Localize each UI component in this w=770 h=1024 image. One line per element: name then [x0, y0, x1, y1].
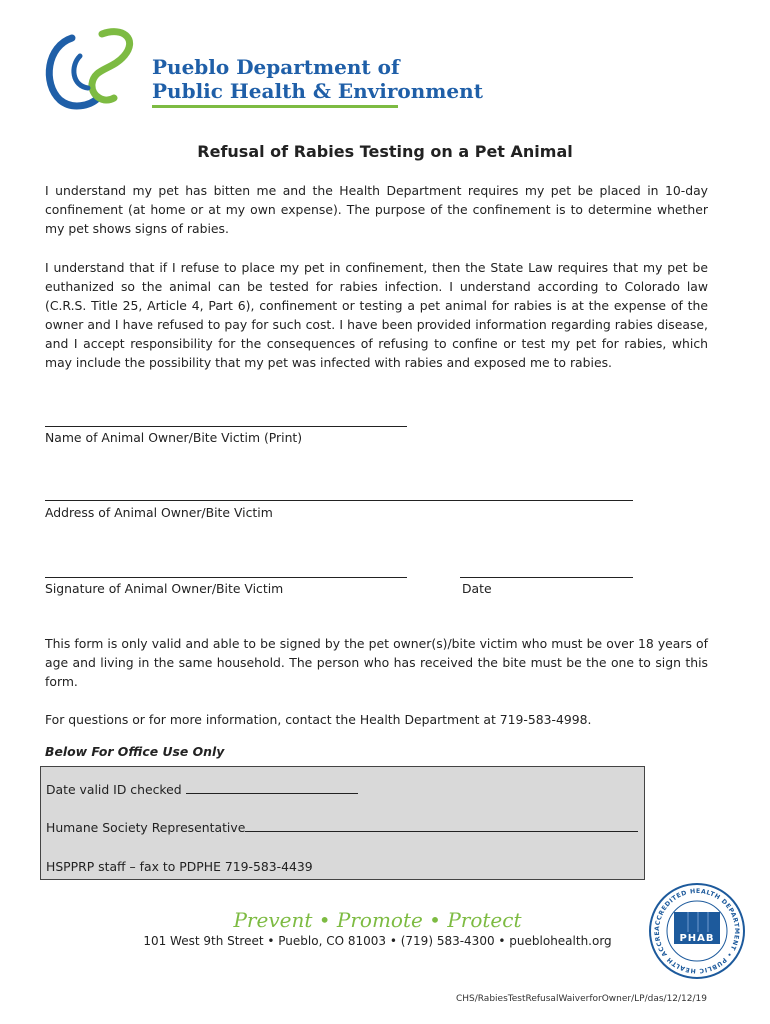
org-name-line1: Pueblo Department of — [152, 55, 400, 79]
seal-center-text: PHAB — [679, 933, 715, 944]
contact-note: For questions or for more information, contact the Health Department at 719-583-4998. — [45, 712, 592, 727]
phab-accreditation-seal — [648, 882, 746, 980]
form-title: Refusal of Rabies Testing on a Pet Animal — [197, 142, 573, 161]
signature-label: Signature of Animal Owner/Bite Victim — [45, 581, 284, 596]
office-use-box — [40, 766, 645, 880]
id-checked-row — [46, 781, 358, 797]
name-signature-line[interactable] — [45, 426, 407, 427]
address-label: Address of Animal Owner/Bite Victim — [45, 505, 273, 520]
id-checked-label: Date valid ID checked — [46, 782, 182, 797]
footer-address: 101 West 9th Street • Pueblo, CO 81003 • (719) 583-4300 • pueblohealth.org — [143, 934, 612, 948]
name-label: Name of Animal Owner/Bite Victim (Print) — [45, 430, 303, 445]
date-label: Date — [462, 581, 492, 596]
date-line[interactable] — [460, 577, 633, 578]
department-logo — [42, 28, 483, 112]
logo-swoosh-icon — [42, 28, 152, 112]
validity-note: This form is only valid and able to be signed by the pet owner(s)/bite victim who must be over 18 years of age and living in the same household. The person who has received the bite must be the one to sign this form. — [45, 636, 708, 689]
address-line[interactable] — [45, 500, 633, 501]
phab-seal-icon — [648, 882, 746, 980]
hspprp-label: HSPPRP staff – fax to PDPHE 719-583-4439 — [46, 859, 313, 874]
id-checked-line[interactable] — [186, 781, 358, 794]
humane-rep-label: Humane Society Representative — [46, 820, 246, 835]
paragraph-confinement: I understand my pet has bitten me and the Health Department requires my pet be placed in 10-day confinement (at home or at my own expense). The purpose of the confinement is to determine whether my pet shows signs of rabies. — [45, 183, 708, 236]
signature-line[interactable] — [45, 577, 407, 578]
humane-rep-row — [46, 819, 638, 835]
org-name-line2: Public Health & Environment — [152, 79, 483, 103]
slogan: Prevent • Promote • Protect — [233, 908, 522, 932]
paragraph-refusal: I understand that if I refuse to place my pet in confinement, then the State Law requires that my pet be euthanized so the animal can be tested for rabies infection. I understand according to Colorado law (C.R.S. Title 25, Article 4, Part 6), confinement or testing a pet animal for rabies is at the expense of the owner and I have refused to pay for such cost. I have been provided information regarding rabies disease, and I accept responsibility for the consequences of refusing to confine or test my pet for rabies, which may include the possibility that my pet was infected with rabies and exposed me to rabies. — [45, 260, 708, 370]
office-use-heading: Below For Office Use Only — [45, 744, 225, 759]
humane-rep-line[interactable] — [245, 819, 638, 832]
seal-ring-text: ACCREDITED HEALTH DEPARTMENT • PUBLIC HEALTH ACCRE — [653, 887, 741, 975]
document-code: CHS/RabiesTestRefusalWaiverforOwner/LP/das/12/12/19 — [455, 994, 707, 1004]
logo-wordmark — [152, 55, 483, 103]
logo-underline — [152, 105, 398, 108]
